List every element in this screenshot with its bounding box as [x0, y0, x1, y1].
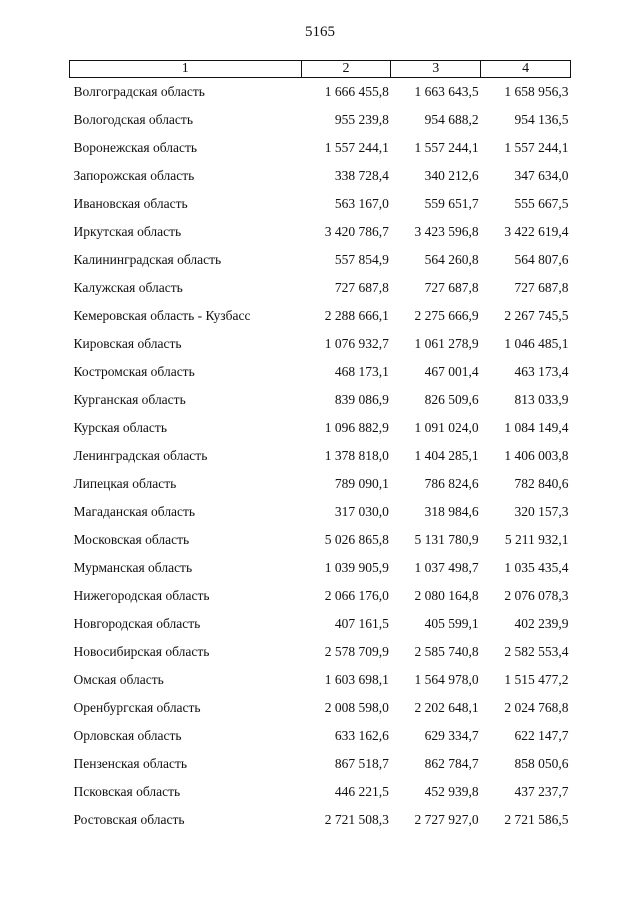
- value-col2-cell: 468 173,1: [334, 364, 389, 379]
- table-row: [70, 134, 571, 162]
- value-col2-cell: 1 378 818,0: [324, 448, 389, 463]
- value-col3-cell: 786 824,6: [424, 476, 479, 491]
- table-row: [70, 722, 571, 750]
- value-col4-cell: 555 667,5: [514, 196, 569, 211]
- value-col4-cell: 347 634,0: [514, 168, 569, 183]
- value-col3-cell: 405 599,1: [424, 616, 479, 631]
- value-col4-cell: 2 582 553,4: [504, 644, 569, 659]
- region-name-cell: Запорожская область: [73, 168, 195, 183]
- value-col4-cell: 1 046 485,1: [504, 336, 569, 351]
- value-col3-cell: 2 275 666,9: [414, 308, 479, 323]
- value-col2-cell: 955 239,8: [334, 112, 389, 127]
- value-col3-cell: 3 423 596,8: [414, 224, 479, 239]
- value-col3-cell: 629 334,7: [424, 728, 479, 743]
- value-col4-cell: 1 035 435,4: [504, 560, 569, 575]
- region-name-cell: Ивановская область: [73, 196, 188, 211]
- value-col4-cell: 858 050,6: [514, 756, 569, 771]
- table-row: [70, 190, 571, 218]
- value-col2-cell: 2 721 508,3: [324, 812, 389, 827]
- region-name-cell: Калининградская область: [73, 252, 222, 267]
- table-row: [70, 386, 571, 414]
- value-col4-cell: 622 147,7: [514, 728, 569, 743]
- region-name-cell: Курская область: [73, 420, 167, 435]
- table-row: [70, 330, 571, 358]
- region-name-cell: Волгоградская область: [73, 84, 205, 99]
- value-col2-cell: 563 167,0: [334, 196, 389, 211]
- value-col3-cell: 559 651,7: [424, 196, 479, 211]
- value-col2-cell: 1 039 905,9: [324, 560, 389, 575]
- value-col3-cell: 826 509,6: [424, 392, 479, 407]
- value-col4-cell: 727 687,8: [514, 280, 569, 295]
- value-col2-cell: 633 162,6: [334, 728, 389, 743]
- value-col4-cell: 813 033,9: [514, 392, 569, 407]
- value-col2-cell: 3 420 786,7: [324, 224, 389, 239]
- value-col4-cell: 1 406 003,8: [504, 448, 569, 463]
- value-col2-cell: 317 030,0: [334, 504, 389, 519]
- table-row: [70, 246, 571, 274]
- region-name-cell: Орловская область: [73, 728, 182, 743]
- value-col4-cell: 437 237,7: [514, 784, 569, 799]
- table-row: [70, 414, 571, 442]
- value-col3-cell: 1 091 024,0: [414, 420, 479, 435]
- value-col3-cell: 2 727 927,0: [414, 812, 479, 827]
- value-col2-cell: 446 221,5: [334, 784, 389, 799]
- value-col3-cell: 1 404 285,1: [414, 448, 479, 463]
- value-col4-cell: 463 173,4: [514, 364, 569, 379]
- region-name-cell: Ленинградская область: [73, 448, 208, 463]
- value-col2-cell: 338 728,4: [334, 168, 389, 183]
- column-header-3: 3: [391, 61, 481, 78]
- value-col3-cell: 452 939,8: [424, 784, 479, 799]
- table-row: [70, 358, 571, 386]
- region-name-cell: Мурманская область: [73, 560, 193, 575]
- value-col4-cell: 954 136,5: [514, 112, 569, 127]
- column-header-2: 2: [301, 61, 391, 78]
- value-col2-cell: 557 854,9: [334, 252, 389, 267]
- table-row: [70, 162, 571, 190]
- value-col3-cell: 2 080 164,8: [414, 588, 479, 603]
- value-col4-cell: 3 422 619,4: [504, 224, 569, 239]
- table-header: [70, 61, 571, 78]
- value-col3-cell: 1 663 643,5: [414, 84, 479, 99]
- table-row: [70, 498, 571, 526]
- value-col2-cell: 2 066 176,0: [324, 588, 389, 603]
- region-name-cell: Вологодская область: [73, 112, 193, 127]
- value-col2-cell: 839 086,9: [334, 392, 389, 407]
- region-name-cell: Нижегородская область: [73, 588, 210, 603]
- value-col3-cell: 467 001,4: [424, 364, 479, 379]
- region-name-cell: Ростовская область: [73, 812, 185, 827]
- value-col4-cell: 1 084 149,4: [504, 420, 569, 435]
- region-name-cell: Курганская область: [73, 392, 186, 407]
- value-col4-cell: 1 515 477,2: [504, 672, 569, 687]
- value-col3-cell: 2 202 648,1: [414, 700, 479, 715]
- table-body: [70, 78, 571, 835]
- region-name-cell: Кемеровская область - Кузбасс: [73, 308, 251, 323]
- value-col4-cell: 1 658 956,3: [504, 84, 569, 99]
- table-row: [70, 750, 571, 778]
- region-name-cell: Иркутская область: [73, 224, 182, 239]
- table-row: [70, 554, 571, 582]
- column-header-4: 4: [481, 61, 571, 78]
- table-row: [70, 610, 571, 638]
- table-row: [70, 526, 571, 554]
- value-col4-cell: 782 840,6: [514, 476, 569, 491]
- table-row: [70, 274, 571, 302]
- table-row: [70, 638, 571, 666]
- region-name-cell: Пензенская область: [73, 756, 187, 771]
- value-col4-cell: 1 557 244,1: [504, 140, 569, 155]
- page-number: 5165: [305, 24, 335, 40]
- table-row: [70, 470, 571, 498]
- table-row: [70, 302, 571, 330]
- value-col2-cell: 867 518,7: [334, 756, 389, 771]
- table-row: [70, 806, 571, 834]
- data-table: [69, 60, 571, 834]
- value-col3-cell: 340 212,6: [424, 168, 479, 183]
- value-col3-cell: 318 984,6: [424, 504, 479, 519]
- value-col3-cell: 1 037 498,7: [414, 560, 479, 575]
- value-col3-cell: 1 061 278,9: [414, 336, 479, 351]
- region-name-cell: Кировская область: [73, 336, 182, 351]
- value-col2-cell: 5 026 865,8: [324, 532, 389, 547]
- value-col3-cell: 1 564 978,0: [414, 672, 479, 687]
- table-row: [70, 218, 571, 246]
- table-row: [70, 78, 571, 107]
- region-name-cell: Оренбургская область: [73, 700, 201, 715]
- table-row: [70, 582, 571, 610]
- value-col2-cell: 1 076 932,7: [324, 336, 389, 351]
- value-col2-cell: 1 603 698,1: [324, 672, 389, 687]
- value-col4-cell: 320 157,3: [514, 504, 569, 519]
- region-name-cell: Омская область: [73, 672, 164, 687]
- value-col2-cell: 2 578 709,9: [324, 644, 389, 659]
- value-col4-cell: 2 024 768,8: [504, 700, 569, 715]
- value-col4-cell: 402 239,9: [514, 616, 569, 631]
- value-col3-cell: 2 585 740,8: [414, 644, 479, 659]
- value-col4-cell: 2 267 745,5: [504, 308, 569, 323]
- table-row: [70, 694, 571, 722]
- value-col2-cell: 727 687,8: [334, 280, 389, 295]
- region-name-cell: Новосибирская область: [73, 644, 210, 659]
- value-col3-cell: 727 687,8: [424, 280, 479, 295]
- region-name-cell: Новгородская область: [73, 616, 201, 631]
- region-name-cell: Липецкая область: [73, 476, 177, 491]
- value-col4-cell: 564 807,6: [514, 252, 569, 267]
- region-name-cell: Магаданская область: [73, 504, 196, 519]
- region-name-cell: Калужская область: [73, 280, 183, 295]
- value-col2-cell: 407 161,5: [334, 616, 389, 631]
- value-col3-cell: 954 688,2: [424, 112, 479, 127]
- value-col2-cell: 2 288 666,1: [324, 308, 389, 323]
- value-col2-cell: 1 666 455,8: [324, 84, 389, 99]
- value-col4-cell: 2 076 078,3: [504, 588, 569, 603]
- region-name-cell: Костромская область: [73, 364, 195, 379]
- value-col2-cell: 2 008 598,0: [324, 700, 389, 715]
- header-row: [70, 61, 571, 78]
- value-col3-cell: 564 260,8: [424, 252, 479, 267]
- region-name-cell: Псковская область: [73, 784, 181, 799]
- value-col3-cell: 1 557 244,1: [414, 140, 479, 155]
- value-col3-cell: 5 131 780,9: [414, 532, 479, 547]
- table-row: [70, 778, 571, 806]
- value-col4-cell: 2 721 586,5: [504, 812, 569, 827]
- table-row: [70, 106, 571, 134]
- column-header-1: 1: [70, 61, 302, 78]
- value-col2-cell: 1 096 882,9: [324, 420, 389, 435]
- table-row: [70, 666, 571, 694]
- value-col2-cell: 1 557 244,1: [324, 140, 389, 155]
- table-row: [70, 442, 571, 470]
- value-col3-cell: 862 784,7: [424, 756, 479, 771]
- value-col2-cell: 789 090,1: [334, 476, 389, 491]
- region-name-cell: Московская область: [73, 532, 190, 547]
- value-col4-cell: 5 211 932,1: [504, 532, 569, 547]
- region-name-cell: Воронежская область: [73, 140, 198, 155]
